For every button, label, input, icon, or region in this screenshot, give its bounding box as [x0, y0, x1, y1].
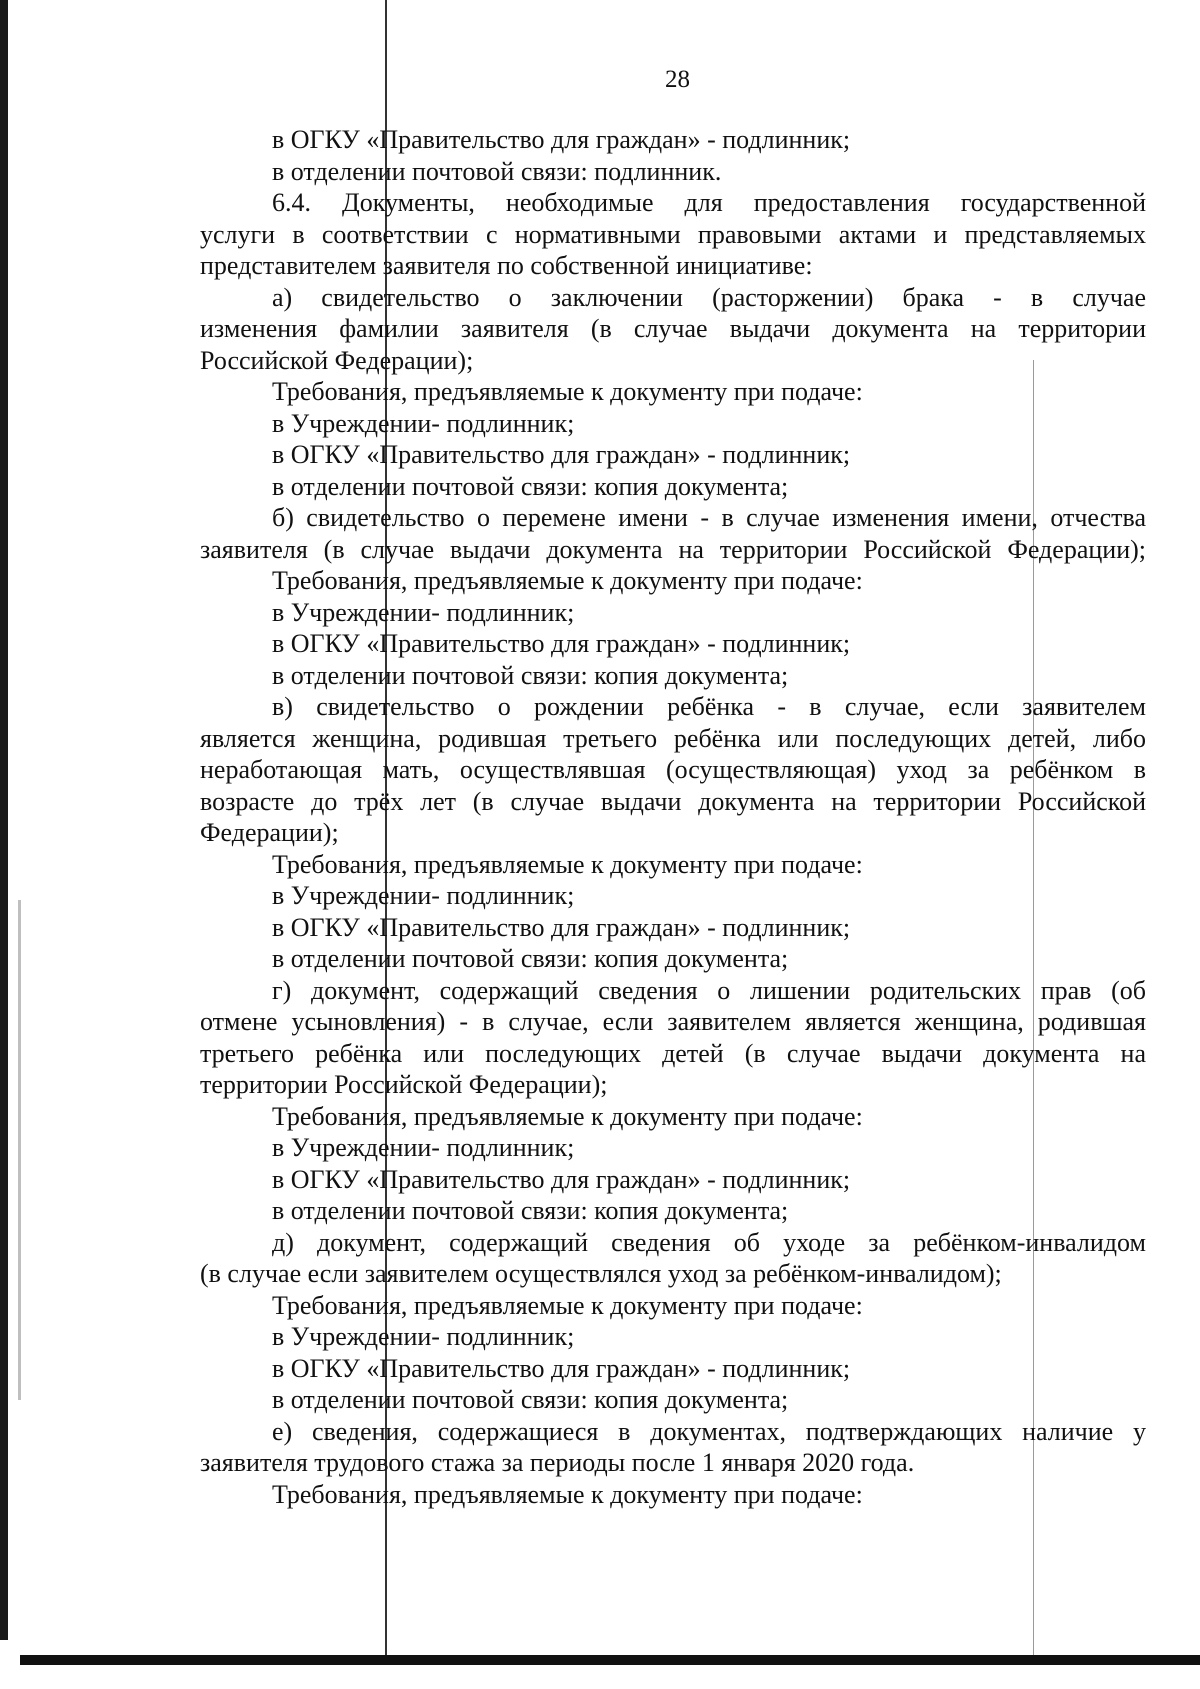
text-line: в отделении почтовой связи: копия документа;	[272, 660, 789, 690]
text-line: Требования, предъявляемые к документу при подаче:	[272, 1479, 863, 1509]
text-line: в отделении почтовой связи: копия документа;	[272, 1385, 789, 1414]
text-line: в отделении почтовой связи: копия документа;	[272, 944, 789, 973]
text-line: Требования, предъявляемые к документу при подаче:	[272, 849, 863, 879]
text-line: е) сведения, содержащиеся в документах, подтверждающих наличие у	[272, 1416, 1146, 1446]
text-line: Требования, предъявляемые к документу при подаче:	[272, 1290, 863, 1320]
scan-edge-bottom	[20, 1655, 1200, 1665]
text-line: в отделении почтовой связи: копия документа;	[272, 471, 789, 501]
scan-edge-left	[0, 0, 8, 1640]
text-line: Требования, предъявляемые к документу при подаче:	[272, 377, 863, 406]
text-line: услуги в соответствии с нормативными правовыми актами и представляемых	[200, 219, 1146, 249]
text-line: в ОГКУ «Правительство для граждан» - подлинник;	[272, 912, 851, 942]
text-line: в Учреждении- подлинник;	[272, 881, 575, 910]
text-line: в ОГКУ «Правительство для граждан» - подлинник;	[272, 1353, 851, 1383]
text-line: в ОГКУ «Правительство для граждан» - подлинник;	[272, 440, 851, 469]
text-line: а) свидетельство о заключении (расторжении) брака - в случае	[272, 282, 1146, 312]
text-line: в ОГКУ «Правительство для граждан» - подлинник;	[272, 1164, 851, 1194]
text-line: в Учреждении- подлинник;	[272, 1133, 575, 1162]
page-number: 28	[665, 66, 690, 93]
text-line: заявителя трудового стажа за периоды после 1 января 2020 года.	[200, 1448, 915, 1477]
text-line: в) свидетельство о рождении ребёнка - в случае, если заявителем	[272, 692, 1146, 721]
text-line: Федерации);	[200, 818, 339, 847]
text-line: в Учреждении- подлинник;	[272, 1322, 575, 1351]
text-line: в ОГКУ «Правительство для граждан» - подлинник;	[272, 125, 851, 154]
text-line: д) документ, содержащий сведения об уходе за ребёнком-инвалидом	[272, 1227, 1146, 1257]
text-line: в отделении почтовой связи: копия документа;	[272, 1196, 789, 1225]
text-line: в отделении почтовой связи: подлинник.	[272, 156, 722, 186]
text-line: 6.4. Документы, необходимые для предоставления государственной	[272, 188, 1146, 217]
text-line: в Учреждении- подлинник;	[272, 408, 575, 438]
text-line: третьего ребёнка или последующих детей (в случае выдачи документа на	[200, 1038, 1146, 1068]
text-line: заявителя (в случае выдачи документа на территории Российской Федерации);	[200, 534, 1146, 564]
text-line: изменения фамилии заявителя (в случае выдачи документа на территории	[200, 314, 1146, 343]
text-line: территории Российской Федерации);	[200, 1070, 608, 1099]
text-line: возрасте до трёх лет (в случае выдачи документа на территории Российской	[200, 786, 1146, 816]
text-line: Требования, предъявляемые к документу при подаче:	[272, 1101, 863, 1131]
text-line: Требования, предъявляемые к документу при подаче:	[272, 566, 863, 595]
text-line: в Учреждении- подлинник;	[272, 597, 575, 627]
text-line: Российской Федерации);	[200, 345, 474, 375]
text-line: (в случае если заявителем осуществлялся уход за ребёнком-инвалидом);	[200, 1259, 1002, 1288]
text-line: г) документ, содержащий сведения о лишении родительских прав (об	[272, 975, 1146, 1005]
text-line: является женщина, родившая третьего ребёнка или последующих детей, либо	[200, 723, 1146, 753]
text-line: неработающая мать, осуществлявшая (осуществляющая) уход за ребёнком в	[200, 755, 1146, 784]
document-body	[200, 124, 1146, 1510]
text-line: б) свидетельство о перемене имени - в случае изменения имени, отчества	[272, 503, 1146, 532]
scan-artifact-left	[18, 900, 21, 1400]
text-line: отмене усыновления) - в случае, если заявителем является женщина, родившая	[200, 1007, 1146, 1036]
text-line: представителем заявителя по собственной инициативе:	[200, 251, 813, 280]
text-line: в ОГКУ «Правительство для граждан» - подлинник;	[272, 629, 851, 658]
